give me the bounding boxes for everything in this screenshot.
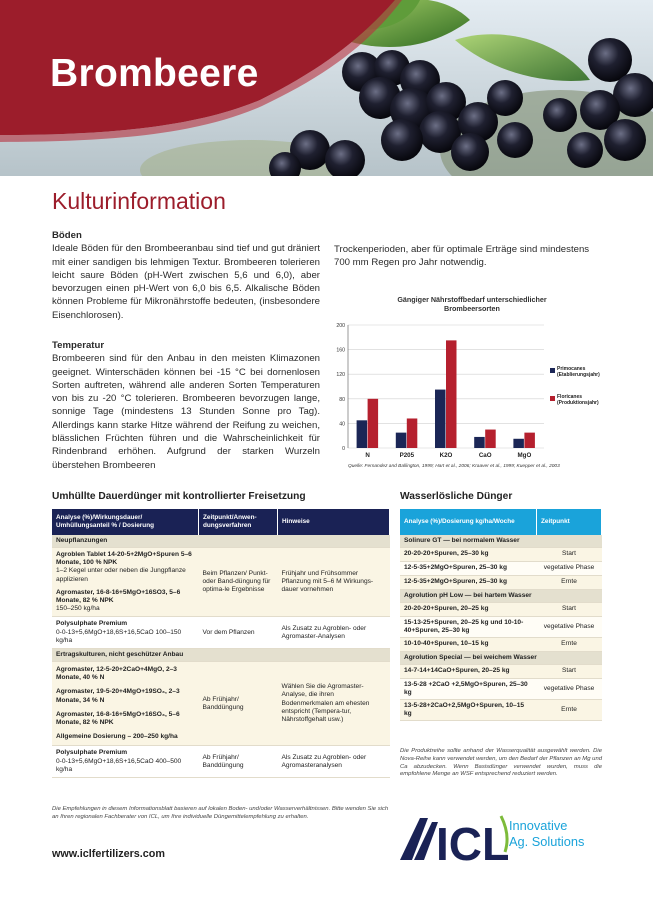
table-band-row — [400, 535, 602, 548]
chart-title: Gängiger Nährstoffbedarf unterschiedlicher Brombeersorten — [397, 295, 547, 313]
cell-timing: Ab Frühjahr/ Banddüngung — [199, 662, 278, 746]
product-agromaster-dosage: 150–250 kg/ha — [56, 605, 100, 613]
y-tick-label: 40 — [339, 421, 345, 428]
col-header-analysis: Analyse (%)/Wirkungsdauer/ Umhüllungsanteil % / Dosierung — [52, 509, 199, 535]
table-row — [400, 617, 602, 638]
cell-timing: vegetative Phase — [537, 679, 602, 700]
left-table-title: Umhüllte Dauerdünger mit kontrollierter Freisetzung — [52, 491, 306, 502]
icl-logo-mark — [398, 810, 508, 866]
hero-banner — [0, 0, 653, 176]
table-row — [400, 576, 602, 590]
bar-floricanes-mgo — [524, 433, 535, 448]
controlled-release-table — [52, 509, 390, 778]
cell-analysis: 15-13-25+Spuren, 20–25 kg und 10-10-40+Spuren, 25–30 kg — [400, 617, 537, 638]
legend-swatch-floricanes — [550, 396, 555, 401]
cell-analysis: 12-5-35+2MgO+Spuren, 25–30 kg — [400, 562, 537, 576]
bar-floricanes-cao — [485, 430, 496, 448]
table-row — [400, 548, 602, 562]
y-tick-label: 120 — [336, 372, 345, 379]
cell-timing: vegetative Phase — [537, 562, 602, 576]
cell-analysis — [52, 548, 199, 617]
bar-primocanes-k2o — [435, 390, 446, 448]
logo-wordmark: ICL — [436, 818, 508, 866]
y-tick-label: 200 — [336, 323, 345, 329]
cell-notes: Als Zusatz zu Agroblen- oder Agromasteranalysen — [278, 746, 390, 778]
cell-analysis: 13-5-28 +2CaO +2,5MgO+Spuren, 25–30 kg — [400, 679, 537, 700]
cell-timing: vegetative Phase — [537, 617, 602, 638]
cell-timing: Ernte — [537, 576, 602, 590]
website-link[interactable]: www.iclfertilizers.com — [52, 848, 166, 860]
cell-analysis: 13-5-28+2CaO+2,5MgO+Spuren, 10–15 kg — [400, 700, 537, 721]
legend-swatch-primocanes — [550, 368, 555, 373]
band-production: Ertragskulturen, nicht geschützer Anbau — [52, 649, 390, 662]
bar-floricanes-n — [368, 399, 379, 448]
table-row — [52, 617, 390, 649]
col-header-analysis: Analyse (%)/Dosierung kg/ha/Woche — [400, 509, 537, 535]
logo-tagline — [509, 818, 584, 850]
product-agroblen: Agroblen Tablet 14-20-5+2MgO+Spuren 5–6 Monate, 100 % NPK — [56, 551, 192, 567]
product-agroblen-dosage: 1–2 Kegel unter oder neben die Jungpflanze applizieren — [56, 567, 186, 583]
product-polysulphate: Polysulphate Premium — [56, 620, 128, 628]
icl-logo — [398, 810, 608, 866]
product-agromaster-a: Agromaster, 12-5-20+2CaO+4MgO, 2–3 Monate, 40 % N — [56, 666, 177, 682]
continuation-text: Trockenperioden, aber für optimale Erträge sind mindestens 700 mm Regen pro Jahr notwendig. — [334, 244, 590, 269]
cell-analysis — [52, 617, 199, 649]
cell-analysis: 10-10-40+Spuren, 10–15 kg — [400, 638, 537, 652]
band-label: Solinure GT — bei normalem Wasser — [400, 535, 602, 548]
table-row — [400, 700, 602, 721]
bar-primocanes-p205 — [396, 433, 407, 448]
cell-analysis: 14-7-14+14CaO+Spuren, 20–25 kg — [400, 665, 537, 679]
soil-heading: Böden — [52, 230, 82, 241]
cell-timing: Start — [537, 665, 602, 679]
col-header-notes: Hinweise — [278, 509, 390, 535]
table-band-row — [400, 652, 602, 665]
soil-section — [52, 229, 320, 322]
legend-label-primocanes: Primocanes (Etablierungsjahr) — [557, 366, 600, 379]
table-band-row — [52, 535, 390, 548]
col-header-timing: Zeitpunkt — [537, 509, 602, 535]
col-header-timing: Zeitpunkt/Anwen-dungsverfahren — [199, 509, 278, 535]
bar-primocanes-cao — [474, 437, 485, 448]
x-tick-label: N — [365, 452, 370, 459]
legend-label-floricanes: Floricanes (Produktionsjahr) — [557, 394, 599, 407]
product-polysulphate-2-dosage: 0-0-13+5,6MgO+18,6S+16,5CaO 400–500 kg/ha — [56, 757, 182, 773]
product-agromaster-c: Agromaster, 16-8-16+5MgO+16SO₃, 5–6 Monate, 82 % NPK — [56, 710, 180, 727]
cell-analysis: 20-20-20+Spuren, 25–30 kg — [400, 548, 537, 562]
page-title: Brombeere — [50, 52, 259, 95]
general-dosage: Allgemeine Dosierung – 200–250 kg/ha — [56, 733, 178, 741]
bar-floricanes-k2o — [446, 340, 457, 448]
cell-timing: Ernte — [537, 700, 602, 721]
cell-notes: Als Zusatz zu Agroblen- oder Agromaster-Analysen — [278, 617, 390, 649]
bar-primocanes-mgo — [513, 439, 524, 448]
tagline-line-1: Innovative — [509, 818, 568, 833]
cell-timing: Vor dem Pflanzen — [199, 617, 278, 649]
table-row — [52, 548, 390, 617]
product-agromaster: Agromaster, 16-8-16+5MgO+16SO3, 5–6 Monate, 82 % NPK — [56, 588, 181, 605]
nutrient-chart — [328, 292, 618, 482]
cell-notes: Wählen Sie die Agromaster-Analyse, die ihren Bodenmerkmalen am ehesten entspricht (Tempera-tur, Nährstoffgehalt usw.) — [278, 662, 390, 746]
table-header-row — [400, 509, 602, 535]
table-row — [52, 746, 390, 778]
table-row — [400, 638, 602, 652]
left-table-footnote: Die Empfehlungen in diesem Informationsblatt basieren auf lokalen Boden- und/oder Wasserverhältnissen. Bitte wenden Sie sich an Ihren regionalen Fachberater von ICL, um Ihre individuelle Düngemittelempfehlung zu erhalten. — [52, 806, 389, 820]
cell-analysis — [52, 662, 199, 746]
cell-analysis — [52, 746, 199, 778]
x-tick-label: P205 — [399, 452, 415, 459]
cell-timing: Start — [537, 603, 602, 617]
y-tick-label: 80 — [339, 396, 345, 403]
band-label: Agrolution Special — bei weichem Wasser — [400, 652, 602, 665]
bar-primocanes-n — [357, 420, 368, 448]
cell-notes: Frühjahr und Frühsommer Pflanzung mit 5–6 M Wirkungs-dauer vornehmen — [278, 548, 390, 617]
cell-timing: Beim Pflanzen/ Punkt- oder Band-düngung für optima-le Ergebnisse — [199, 548, 278, 617]
cell-timing: Ab Frühjahr/ Banddüngung — [199, 746, 278, 778]
soil-text: Ideale Böden für den Brombeeranbau sind tief und gut dräniert mit einer sandigen bis lehmigen Textur. Brombeeren tolerieren leicht saure Böden (pH-Wert zwischen 5,6 und 6,0), aber bevorzugen einen pH-Wert von 6,0 bis 6,5. Alkalische Böden können Probleme für Mikronährstoffe bedeuten, (insbesondere Eisenchlorosen). — [52, 243, 320, 321]
cell-timing: Start — [537, 548, 602, 562]
band-label: Agrolution pH Low — bei hartem Wasser — [400, 590, 602, 603]
product-polysulphate-2: Polysulphate Premium — [56, 749, 128, 757]
product-agromaster-b: Agromaster, 19-5-20+4MgO+19SO₃, 2–3 Monate, 34 % N — [56, 688, 180, 704]
y-tick-label: 0 — [342, 446, 345, 452]
cell-timing: Ernte — [537, 638, 602, 652]
table-row — [400, 665, 602, 679]
section-title: Kulturinformation — [52, 188, 226, 214]
right-table-footnote: Die Produktreihe sollte anhand der Wasserqualität ausgewählt werden. Die Nova-Reihe kann verwendet werden, um den Bedarf der Pflanzen an Mg und Ca abzudecken. Wenn Basisdünger verwendet wurden, muss die empfohlene Menge an WSF entsprechend reduziert werden. — [400, 748, 602, 778]
x-tick-label: K2O — [439, 452, 453, 459]
table-header-row — [52, 509, 390, 535]
table-row — [400, 679, 602, 700]
bar-floricanes-p205 — [407, 418, 418, 448]
right-table-title: Wasserlösliche Dünger — [400, 491, 513, 502]
water-soluble-table — [400, 509, 602, 721]
table-row — [400, 562, 602, 576]
table-row — [400, 603, 602, 617]
temperature-text: Brombeeren sind für den Anbau in den meisten Klimazonen geeignet. Winterschäden können bei -15 °C bei dornenlosen Sorten auftreten, während alle anderen Sorten Temperaturen von bis zu -20 °C tolerieren. Brombeeren bevorzugen lange, sonnige Tage (mindestens 13 Stunden Sonne pro Tag). Allerdings kann starke Hitze während der Reifung zu weichen, blässlichen Früchten führen und die Wahrscheinlichkeit für Rindenbrand erhöhen. Aufgrund der starken Wurzeln überstehen Brombeeren — [52, 353, 320, 471]
temperature-heading: Temperatur — [52, 340, 105, 351]
temperature-section — [52, 339, 320, 472]
band-new-plantings: Neupflanzungen — [52, 535, 390, 548]
product-polysulphate-dosage: 0-0-13+5,6MgO+18,6S+16,5CaO 100–150 kg/ha — [56, 628, 182, 644]
cell-analysis: 20-20-20+Spuren, 20–25 kg — [400, 603, 537, 617]
table-row — [52, 662, 390, 746]
x-tick-label: CaO — [478, 452, 492, 459]
chart-source: Quelle: Fernandez and Ballington, 1999; Hart et al., 2006; Kraaver et al., 1999; Kuepper et al., 2003 — [348, 464, 560, 469]
tagline-line-2: Ag. Solutions — [509, 834, 585, 849]
y-tick-label: 160 — [336, 347, 345, 354]
cell-analysis: 12-5-35+2MgO+Spuren, 25–30 kg — [400, 576, 537, 590]
x-tick-label: MgO — [517, 452, 532, 459]
table-band-row — [52, 649, 390, 662]
table-band-row — [400, 590, 602, 603]
